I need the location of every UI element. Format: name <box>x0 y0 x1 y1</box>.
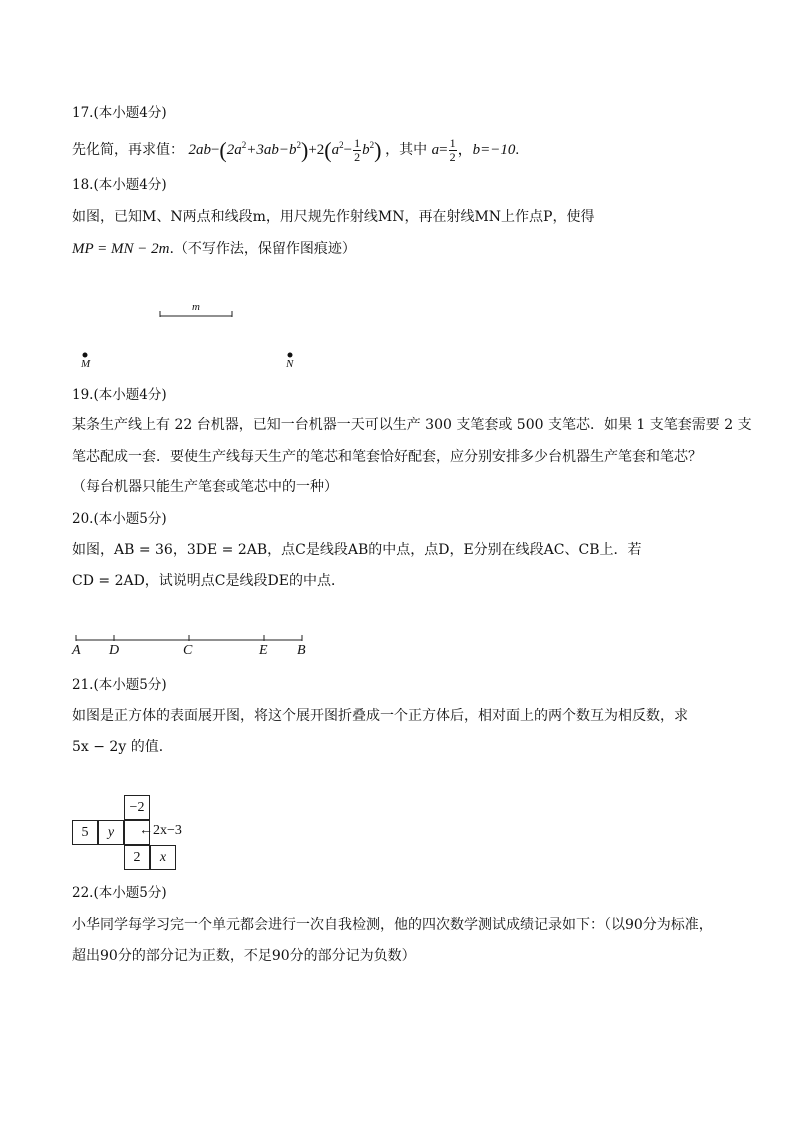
expr-exponent: 2 <box>369 140 375 150</box>
q18-line1: 如图，已知M、N两点和线段m，用尺规先作射线MN，再在射线MN上作点P，使得 <box>72 209 595 225</box>
net-cell-y: y <box>98 820 124 845</box>
equals: = <box>439 142 448 158</box>
q20-line2: CD = 2AD，试说明点C是线段DE的中点． <box>72 573 345 589</box>
q19-line3: （每台机器只能生产笔套或笔芯中的一种） <box>72 479 338 495</box>
var-a: a <box>431 142 440 158</box>
q19-line1: 某条生产线上有 22 台机器，已知一台机器一天可以生产 300 支笔套或 500 支笔芯．如果 1 支笔套需要 2 支 <box>72 417 752 433</box>
expr-paren: ( <box>219 137 227 163</box>
q18-expression: MP = MN − 2m <box>72 241 170 257</box>
point-m-label: M <box>81 358 91 370</box>
var-b: b=−10 <box>472 142 516 158</box>
q22-header: 22.(本小题5分) <box>72 885 167 901</box>
expr-paren: ( <box>324 137 332 163</box>
separator: ， <box>457 142 473 158</box>
q22-line2: 超出90分的部分记为正数，不足90分的部分记为负数） <box>72 948 416 964</box>
point-e-label: E <box>259 643 268 658</box>
net-cell-x: x <box>150 845 176 870</box>
q20-header: 20.(本小题5分) <box>72 511 167 527</box>
expr-term: a <box>331 142 340 158</box>
net-cell-5: 5 <box>72 820 98 845</box>
q17-header: 17.(本小题4分) <box>72 105 167 121</box>
net-cell-top: −2 <box>124 795 150 820</box>
expr-term: +2 <box>308 142 325 158</box>
fraction-numerator: 1 <box>449 136 456 151</box>
q21-line2: 5x − 2y 的值． <box>72 739 173 755</box>
expr-term: b <box>362 142 370 158</box>
half-fraction <box>353 137 361 164</box>
net-cell-2: 2 <box>124 845 150 870</box>
arrow-label: ←2x−3 <box>139 823 182 838</box>
q22-line1: 小华同学每学习完一个单元都会进行一次自我检测，他的四次数学测试成绩记录如下：（以90分为标准， <box>72 917 713 933</box>
q21-line1: 如图是正方体的表面展开图，将这个展开图折叠成一个正方体后，相对面上的两个数互为相反数，求 <box>72 708 688 724</box>
point-b-label: B <box>297 643 306 658</box>
expr-paren: ) <box>374 137 382 163</box>
point-n-label: N <box>286 358 294 370</box>
q20-line1: 如图，AB = 36，3DE = 2AB，点C是线段AB的中点，点D，E分别在线段AC、CB上．若 <box>72 542 642 558</box>
q17-mid: ，其中 <box>385 142 428 158</box>
point-c-label: C <box>183 643 193 658</box>
expr-op: − <box>343 142 353 158</box>
point-a-label: A <box>72 643 81 658</box>
segment-m-figure <box>150 300 250 325</box>
fraction-denominator: 2 <box>354 150 361 165</box>
fraction-denominator: 2 <box>449 150 456 165</box>
fraction-numerator: 1 <box>354 136 361 151</box>
expr-paren: ) <box>301 137 309 163</box>
q19-line2: 笔芯配成一套．要使生产线每天生产的笔芯和笔套恰好配套，应分别安排多少台机器生产笔套和笔芯？ <box>72 449 702 465</box>
expr-exponent: 2 <box>241 140 247 150</box>
expr-term: 2a <box>226 142 242 158</box>
expr-exponent: 2 <box>296 140 301 150</box>
segment-m-label: m <box>192 301 200 313</box>
expr-exponent: 2 <box>339 140 344 150</box>
q17-body <box>72 136 519 164</box>
point-d-label: D <box>109 643 120 658</box>
q18-line2 <box>72 240 356 258</box>
a-fraction <box>449 137 457 164</box>
q21-header: 21.(本小题5分) <box>72 677 167 693</box>
expr-term: 2ab <box>188 142 211 158</box>
q19-header: 19.(本小题4分) <box>72 387 167 403</box>
q17-values <box>431 136 520 165</box>
q17-prefix: 先化简，再求值： <box>72 142 184 158</box>
expr-term: +3ab−b <box>246 142 297 158</box>
expr-op: − <box>210 142 220 158</box>
q17-expression <box>188 136 385 165</box>
q18-note: .（不写作法，保留作图痕迹） <box>169 241 356 257</box>
q18-header: 18.(本小题4分) <box>72 177 167 193</box>
period: . <box>515 142 520 158</box>
